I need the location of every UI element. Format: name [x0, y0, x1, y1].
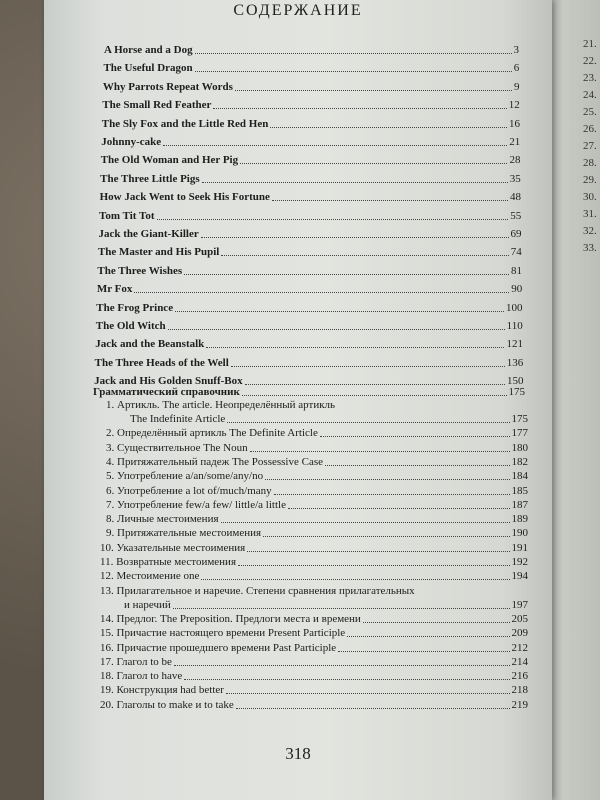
adjacent-number: 29.	[583, 174, 597, 186]
entry-title: 4. Притяжательный падеж The Possessive Case	[106, 455, 324, 468]
dot-leader	[227, 421, 509, 423]
entry-title: Грамматический справочник	[93, 386, 240, 398]
dot-leader	[175, 310, 504, 312]
adjacent-number: 25.	[583, 106, 597, 118]
page-title: СОДЕРЖАНИЕ	[233, 2, 363, 19]
entry-title: 20. Глаголы to make и to take	[100, 698, 234, 711]
entry-page: 197	[511, 598, 528, 611]
entry-title: The Small Red Feather	[102, 99, 212, 112]
toc-entry	[96, 320, 523, 333]
entry-page: 182	[511, 455, 528, 468]
entry-page: 192	[511, 556, 528, 568]
dot-leader	[221, 254, 508, 256]
entry-title: 3. Существительное The Noun	[106, 441, 248, 454]
dot-leader	[195, 52, 512, 54]
adjacent-number: 27.	[583, 140, 597, 152]
toc-entry	[97, 265, 522, 278]
toc-entry	[99, 228, 522, 241]
entry-page: 184	[511, 470, 528, 483]
adjacent-number: 28.	[583, 157, 597, 169]
entry-title: The Frog Prince	[96, 301, 174, 314]
toc-subentry	[100, 656, 528, 669]
entry-title: The Three Heads of the Well	[94, 356, 229, 369]
entry-title: 19. Конструкция had better	[100, 684, 224, 697]
adjacent-number: 31.	[583, 208, 597, 220]
toc-subentry	[100, 542, 528, 555]
toc-entry	[98, 246, 522, 259]
entry-title: The Old Witch	[95, 320, 166, 332]
entry-page: 194	[511, 570, 528, 583]
dot-leader	[363, 621, 510, 623]
toc-subentry	[106, 513, 528, 526]
dot-leader	[201, 578, 509, 580]
toc-subentry	[100, 556, 528, 569]
toc-entry	[97, 283, 522, 296]
toc-entry	[103, 62, 519, 75]
entry-title: 2. Определённый артикль The Definite Article	[106, 427, 318, 440]
adjacent-number: 30.	[583, 191, 597, 203]
entry-title: 16. Причастие прошедшего времени Past Participle	[100, 641, 337, 654]
adjacent-number: 33.	[583, 242, 597, 254]
toc-subentry	[100, 699, 528, 712]
entry-page: 175	[508, 386, 525, 398]
dot-leader	[184, 273, 509, 275]
toc-entry	[100, 173, 521, 186]
entry-title: 15. Причастие настоящего времени Present Participle	[100, 627, 346, 640]
dot-leader	[347, 635, 509, 637]
entry-page: 16	[508, 117, 520, 130]
entry-page: 216	[511, 670, 528, 683]
toc-entry	[100, 191, 521, 204]
entry-page: 175	[511, 413, 528, 425]
entry-title: The Indefinite Article	[130, 413, 226, 425]
entry-page: 189	[511, 513, 528, 526]
entry-page: 3	[513, 44, 519, 56]
entry-title: The Three Wishes	[97, 264, 183, 277]
dot-leader	[288, 507, 510, 509]
entry-title: 17. Глагол to be	[100, 655, 172, 668]
toc-entry	[104, 44, 519, 57]
entry-page: 74	[510, 246, 522, 259]
dot-leader	[157, 218, 509, 220]
entry-page: 187	[511, 498, 528, 511]
entry-page: 90	[511, 283, 523, 296]
entry-title: The Sly Fox and the Little Red Hen	[101, 117, 269, 130]
entry-page: 69	[510, 228, 522, 240]
entry-page: 81	[510, 264, 522, 277]
toc-entry	[95, 357, 524, 370]
toc-subentry	[124, 599, 528, 612]
dot-leader	[213, 107, 506, 109]
entry-title: Jack and the Beanstalk	[95, 338, 205, 351]
adjacent-number: 21.	[583, 38, 597, 50]
dot-leader	[270, 126, 507, 128]
dot-leader	[320, 435, 510, 437]
entry-title: 14. Предлог. The Preposition. Предлоги места и времени	[100, 612, 361, 625]
entry-page: 209	[511, 627, 528, 640]
dot-leader	[265, 478, 509, 480]
toc-subentry	[100, 570, 528, 583]
entry-title: The Master and His Pupil	[97, 246, 220, 259]
dot-leader	[325, 464, 509, 466]
entry-title: и наречий	[124, 598, 171, 611]
toc-subentry	[106, 456, 528, 469]
toc-entry	[96, 302, 522, 315]
entry-page: 150	[506, 375, 524, 388]
toc-entry	[95, 338, 523, 351]
entry-title: The Useful Dragon	[103, 62, 193, 75]
entry-title: 10. Указательные местоимения	[100, 541, 246, 554]
entry-title: 9. Притяжательные местоимения	[106, 527, 262, 540]
entry-page: 100	[505, 301, 523, 314]
dot-leader	[201, 236, 509, 238]
toc-entry	[101, 136, 520, 149]
entry-title: Johnny-cake	[101, 136, 162, 148]
toc-subentry	[100, 613, 528, 626]
toc-entry	[101, 154, 521, 167]
dot-leader	[236, 707, 510, 709]
entry-page: 121	[506, 338, 523, 351]
entry-page: 191	[511, 541, 528, 554]
toc-subentry	[106, 470, 528, 483]
toc-entry	[102, 118, 520, 131]
dot-leader	[242, 394, 507, 396]
dot-leader	[240, 162, 507, 164]
entry-page: 6	[513, 62, 520, 75]
dot-leader	[195, 70, 512, 72]
entry-page: 55	[510, 209, 522, 222]
adjacent-number: 22.	[583, 55, 597, 67]
adjacent-number: 32.	[583, 225, 597, 237]
entry-page: 28	[509, 154, 521, 167]
adjacent-number: 26.	[583, 123, 597, 135]
dot-leader	[226, 692, 510, 694]
entry-page: 35	[509, 172, 521, 185]
entry-page: 48	[509, 191, 521, 204]
entry-page: 185	[511, 484, 528, 497]
dot-leader	[231, 365, 505, 367]
dot-leader	[235, 89, 512, 91]
dot-leader	[263, 535, 509, 537]
dot-leader	[163, 144, 507, 146]
entry-page: 136	[506, 356, 524, 369]
entry-page: 110	[506, 320, 523, 332]
entry-title: A Horse and a Dog	[104, 44, 193, 56]
entry-title: How Jack Went to Seek His Fortune	[99, 191, 270, 204]
page-number: 318	[285, 744, 311, 763]
entry-title: Jack the Giant-Killer	[98, 228, 199, 240]
entry-title: Why Parrots Repeat Words	[102, 80, 233, 93]
dot-leader	[174, 664, 510, 666]
entry-page: 180	[511, 441, 528, 454]
entry-title: 8. Личные местоимения	[106, 513, 219, 526]
toc-subentry	[106, 499, 528, 512]
dot-leader	[250, 450, 510, 452]
entry-page: 9	[513, 80, 520, 93]
dot-leader	[134, 291, 509, 293]
entry-page: 212	[511, 641, 528, 654]
entry-title-line1: 1. Артикль. The article. Неопределённый артикль	[106, 399, 336, 411]
entry-title: 18. Глагол to have	[100, 670, 183, 683]
entry-title-line1: 13. Прилагательное и наречие. Степени сравнения прилагательных	[100, 584, 415, 597]
toc-entry	[103, 81, 520, 94]
dot-leader	[184, 678, 509, 680]
entry-title: 5. Употребление a/an/some/any/no	[106, 470, 264, 483]
toc-subentry	[100, 627, 528, 640]
entry-title: Tom Tit Tot	[99, 209, 155, 222]
entry-title: The Three Little Pigs	[100, 172, 200, 185]
entry-page: 219	[511, 698, 528, 711]
dot-leader	[272, 199, 508, 201]
dot-leader	[168, 328, 505, 330]
entry-title: The Old Woman and Her Pig	[100, 154, 239, 167]
entry-page: 214	[511, 655, 528, 668]
dot-leader	[338, 650, 509, 652]
toc-subentry	[106, 485, 528, 498]
toc-subentry	[106, 442, 528, 455]
entry-title: 7. Употребление few/a few/ little/a little	[106, 498, 286, 511]
toc-section	[93, 386, 525, 399]
entry-title: 6. Употребление a lot of/much/many	[106, 484, 272, 497]
dot-leader	[238, 564, 509, 566]
adjacent-number: 23.	[583, 72, 597, 84]
entry-page: 205	[511, 612, 528, 625]
dot-leader	[247, 550, 509, 552]
entry-page: 177	[511, 427, 528, 440]
entry-title: 12. Местоимение one	[100, 570, 200, 583]
entry-page: 21	[509, 136, 521, 148]
entry-title: Mr Fox	[96, 283, 133, 296]
entry-page: 190	[511, 527, 528, 540]
dot-leader	[274, 493, 510, 495]
entry-page: 218	[511, 684, 528, 697]
entry-page: 12	[508, 99, 520, 112]
dot-leader	[202, 181, 508, 183]
entry-title: Jack and His Golden Snuff-Box	[94, 375, 243, 388]
dot-leader	[173, 607, 510, 609]
adjacent-number: 24.	[583, 89, 597, 101]
dot-leader	[206, 346, 504, 348]
toc-subentry	[100, 670, 528, 683]
toc-subentry	[130, 413, 528, 426]
entry-title: 11. Возвратные местоимения	[100, 556, 237, 568]
toc-entry	[99, 210, 521, 223]
dot-leader	[221, 521, 510, 523]
toc-subentry	[106, 527, 528, 540]
toc-subentry	[106, 427, 528, 440]
toc-entry	[102, 99, 519, 112]
toc-subentry	[100, 642, 528, 655]
toc-subentry	[100, 684, 528, 697]
dot-leader	[245, 383, 505, 385]
